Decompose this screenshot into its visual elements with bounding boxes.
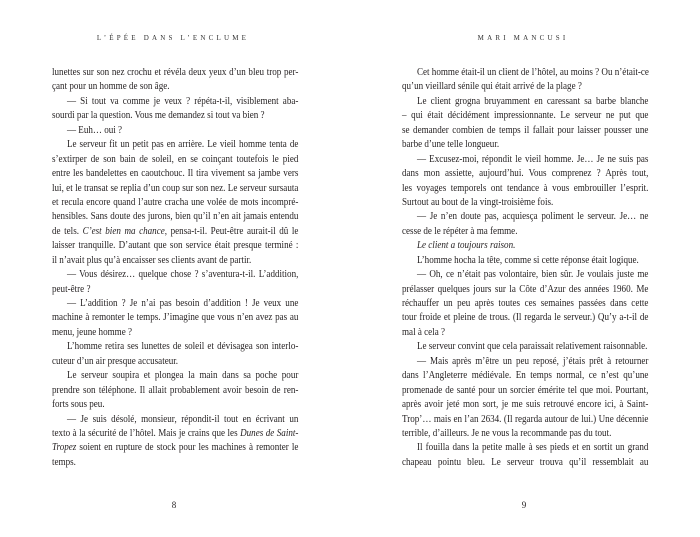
text-segment: — Oh, ce n’était pas volontaire, bien sûr. Je voulais juste me (416, 269, 649, 281)
text-line (402, 311, 648, 325)
text-segment: promenade de santé pour un sorcier émérite tel que moi. Pourtant, (402, 384, 649, 396)
text-segment: texto à la sécurité de l’hôtel. Mais je crains que les (52, 427, 241, 439)
text-segment: hensibles. Sans doute des jurons, bien qu’il n’en ait jamais entendu (52, 211, 299, 223)
text-segment: Le serveur convint que cela paraissait relativement raisonnable. (416, 341, 648, 353)
text-line (402, 153, 648, 167)
text-line (52, 456, 298, 470)
text-segment: lunettes sur son nez crochu et révéla deux yeux d’un bleu trop per- (52, 67, 299, 78)
page-number: 9 (521, 500, 527, 510)
text-segment: L’homme hocha la tête, comme si cette réponse était logique. (416, 254, 639, 266)
text-segment: forts sous peu. (52, 399, 105, 411)
text-line (402, 283, 648, 297)
text-line (402, 413, 648, 427)
text-segment: se demander combien de temps il fallait pour laisser pousser une (402, 124, 649, 136)
text-line (402, 297, 648, 311)
text-line (52, 340, 298, 354)
text-segment: et recula encore quand l’autre cracha une volée de mots incompré- (52, 196, 299, 208)
text-line (402, 427, 648, 441)
text-line (402, 398, 648, 412)
text-segment: Trop’… mais en l’an 2634. (Il regarda autour de lui.) Une décennie (402, 413, 649, 425)
text-segment: — Mais après m’être un peu reposé, j’étais prêt à retourner (416, 355, 649, 367)
text-segment: — Excusez-moi, répondit le vieil homme. Je… Je ne suis pas (416, 153, 649, 165)
text-segment: lui, et le transat se replia d’un coup sur son nez. Le serveur sursauta (52, 182, 299, 194)
text-segment: Le client grogna bruyamment en caressant sa barbe blanche (416, 95, 649, 107)
text-line (52, 196, 298, 210)
text-line (52, 225, 298, 239)
text-segment: Cet homme était-il un client de l’hôtel, au moins ? Ou n’était-ce (416, 67, 649, 78)
text-segment: peut-être ? (52, 283, 91, 295)
text-segment: Le serveur fit un petit pas en arrière. Le vieil homme tenta de (66, 139, 299, 151)
page-number: 8 (171, 500, 177, 510)
text-segment: — Euh… oui ? (66, 124, 123, 136)
text-line (52, 413, 298, 427)
text-line (402, 167, 648, 181)
text-line (52, 80, 298, 94)
text-segment: — Je suis désolé, monsieur, répondit-il tout en écrivant un (66, 413, 299, 425)
text-line (402, 80, 648, 94)
text-line (402, 95, 648, 109)
text-line (402, 340, 648, 354)
text-line (402, 254, 648, 268)
text-segment: laisser tranquille. D’autant que son service était presque terminé : (52, 240, 299, 252)
text-line (52, 167, 298, 181)
text-line (402, 196, 648, 210)
italic-text: Tropez (52, 442, 77, 454)
text-line (52, 283, 298, 297)
text-segment: cuteur d’un air presque accusateur. (52, 355, 179, 367)
text-line (52, 268, 298, 282)
text-line (52, 355, 298, 369)
text-segment: sourdi par la question. Vous me demandez si tout va bien ? (52, 110, 265, 122)
text-segment: réchauffer un peu après toutes ces semaines passées dans cette (402, 298, 649, 309)
text-line (402, 384, 648, 398)
text-segment: temps. (52, 456, 76, 468)
text-segment: prélasser quelques jours sur la Côte d’Azur des années 1960. Me (402, 283, 649, 295)
text-line (52, 109, 298, 123)
running-head-title: L’ÉPÉE DANS L’ENCLUME (96, 34, 250, 42)
text-segment: soient en rupture de stock pour les machines à remonter le (76, 442, 299, 454)
text-segment: — Je n’en doute pas, acquiesça poliment le serveur. Je… ne (416, 211, 649, 223)
text-line (52, 153, 298, 167)
text-line (52, 441, 298, 455)
text-segment: mal à cela ? (402, 326, 446, 338)
text-line (402, 456, 648, 470)
text-line (402, 369, 648, 383)
text-segment: qu’un vieillard sénile qui était arrivé de la plage ? (402, 81, 582, 93)
text-segment: prendre son téléphone. Il allait probablement avoir besoin de ren- (52, 384, 299, 396)
text-segment: çant pour un homme de son âge. (52, 81, 170, 93)
text-line (402, 355, 648, 369)
text-line (52, 297, 298, 311)
text-line (52, 239, 298, 253)
text-line (402, 441, 648, 455)
text-line (402, 182, 648, 196)
text-line (402, 239, 648, 253)
text-line (52, 427, 298, 441)
text-line (52, 210, 298, 224)
text-line (402, 109, 648, 123)
text-segment: cesse de le répéter à ma femme. (402, 225, 518, 237)
body-text (402, 66, 648, 470)
text-segment: chapeau pointu bleu. Le serveur trouva qu’il ressemblait au (402, 456, 649, 468)
text-line (52, 326, 298, 340)
text-segment: après avoir jeté mon sort, je me suis retrouvé encore ici, à Saint- (402, 399, 649, 411)
text-segment: machine à remonter le temps. J’imagine que vous n’en avez pas au (52, 312, 299, 324)
text-line (52, 398, 298, 412)
text-line (52, 311, 298, 325)
text-line (52, 124, 298, 138)
text-segment: de tels. (52, 225, 83, 237)
text-line (402, 225, 648, 239)
text-line (52, 254, 298, 268)
text-line (402, 124, 648, 138)
text-segment: s’extirper de son bain de soleil, en se coinçant toutefois le pied (52, 153, 299, 165)
text-line (402, 138, 648, 152)
text-segment: Le serveur soupira et plongea la main dans sa poche pour (66, 370, 299, 382)
text-segment: — Si tout va comme je veux ? répéta-t-il, visiblement aba- (66, 95, 299, 107)
text-line (402, 268, 648, 282)
text-segment: — Vous désirez… quelque chose ? s’aventura-t-il. L’addition, (66, 269, 299, 281)
italic-text: C’est bien ma chance (82, 225, 165, 237)
text-line (402, 326, 648, 340)
text-segment: L’homme retira ses lunettes de soleil et dévisagea son interlo- (66, 341, 299, 353)
text-line (52, 138, 298, 152)
text-segment: entre les bandelettes en caoutchouc. Il tira vivement sa jambe vers (52, 168, 299, 180)
italic-text: Dunes de Saint- (240, 427, 299, 439)
text-segment: menu, jeune homme ? (52, 326, 133, 338)
text-line (52, 369, 298, 383)
text-segment: dans mon assiette, aujourd’hui. Vous comprenez ? Après tout, (402, 168, 649, 180)
text-line (402, 66, 648, 80)
text-segment: il n’avait plus qu’à encaisser ses clients avant de partir. (52, 254, 252, 266)
body-text (52, 66, 298, 470)
text-line (52, 95, 298, 109)
text-segment: barbe d’une telle longueur. (402, 139, 500, 151)
right-page (350, 0, 700, 537)
text-line (52, 384, 298, 398)
text-segment: Il fouilla dans la petite malle à ses pieds et en sortit un grand (416, 442, 649, 454)
text-line (52, 66, 298, 80)
text-line (402, 210, 648, 224)
text-segment: dans l’Angleterre médiévale. En temps normal, ce n’est qu’une (402, 370, 649, 382)
text-segment: — L’addition ? Je n’ai pas besoin d’addition ! Je veux une (66, 298, 299, 309)
text-segment: – qui était décidément impressionnante. Le serveur ne put que (402, 110, 649, 122)
text-segment: Surtout au bout de la vingt-troisième fois. (402, 196, 554, 208)
text-line (52, 182, 298, 196)
text-segment: tour froide et pleine de trous. (Il regarda le serveur.) Qu’y a-t-il de (402, 312, 649, 324)
text-segment: terrible, d’ailleurs. Je ne vous la recommande pas du tout. (402, 427, 612, 439)
italic-text: Le client a toujours raison. (416, 240, 516, 252)
text-segment: , pensa-t-il. Peut-être aurait-il dû le (164, 225, 299, 237)
text-segment: les voyages temporels ont tendance à vous embrouiller l’esprit. (402, 182, 649, 194)
running-head-author: MARI MANCUSI (477, 34, 569, 42)
